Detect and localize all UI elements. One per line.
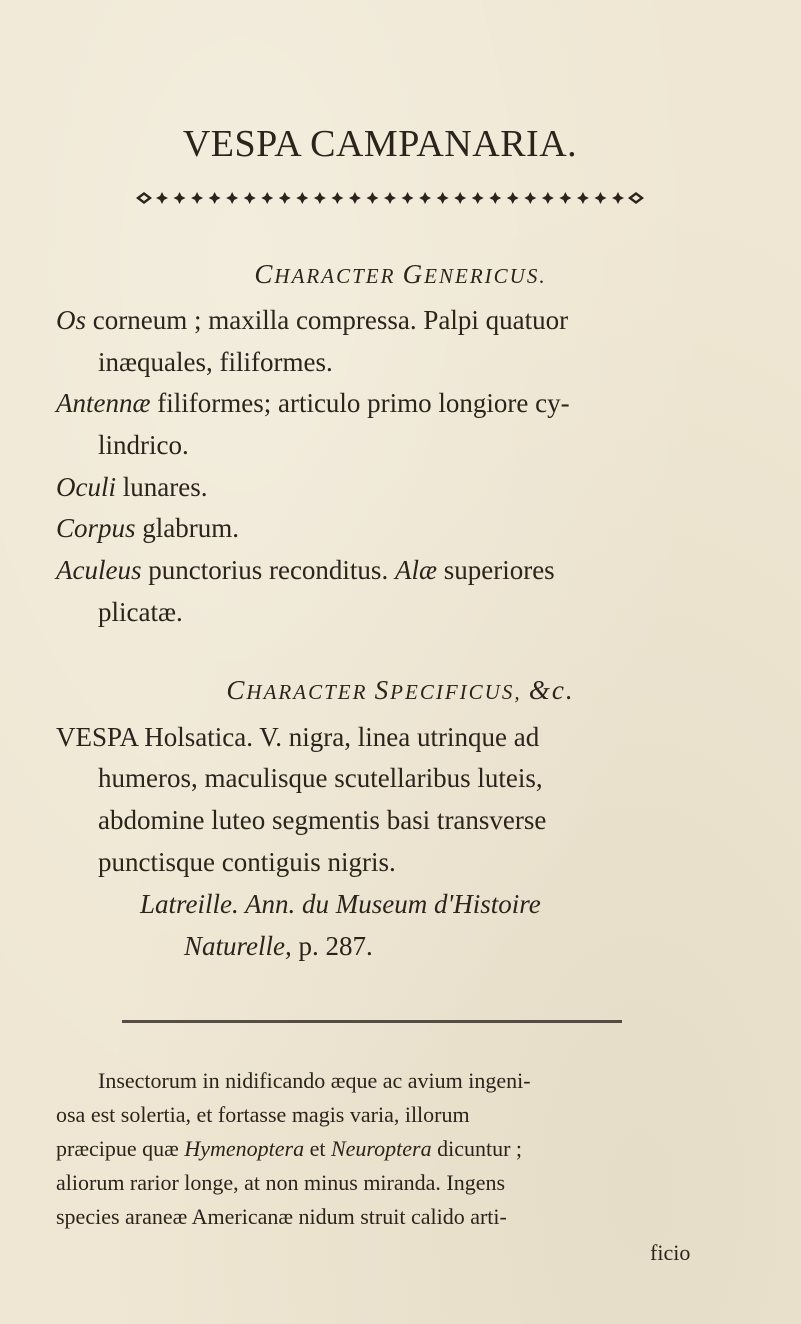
text-alae: superiores — [436, 555, 555, 585]
ornament-fleuron — [244, 192, 256, 204]
ornament-fleuron — [191, 192, 203, 204]
specific-heading-word2: PECIFICUS, — [390, 680, 529, 704]
ornament-fleuron — [209, 192, 221, 204]
ornament-fleuron — [437, 192, 449, 204]
generic-line-3 — [56, 387, 570, 419]
page-title: VESPA CAMPANARIA. — [182, 123, 578, 165]
text-oculi: lunares. — [116, 472, 208, 502]
ornament-diamond — [136, 192, 152, 204]
ornament-fleuron — [296, 192, 308, 204]
text-os: corneum ; maxilla compressa. Palpi quatuor — [86, 305, 569, 335]
ornament-fleuron — [314, 192, 326, 204]
ornament-fleuron — [472, 192, 484, 204]
generic-line-4 — [98, 429, 189, 461]
text-lindrico: lindrico. — [98, 430, 189, 460]
ornament-fleuron — [366, 192, 378, 204]
generic-line-1 — [56, 304, 568, 336]
ornament-fleuron — [402, 192, 414, 204]
body-neuroptera: Neuroptera — [330, 1136, 432, 1161]
ornament-fleuron — [349, 192, 361, 204]
body-l3-c: et — [304, 1136, 331, 1161]
body-line-2: osa est solertia, et fortasse magis varia, illorum — [56, 1102, 470, 1127]
ornament-fleuron — [174, 192, 186, 204]
term-alae: Alæ — [394, 555, 437, 585]
body-line-5: species araneæ Americanæ nidum struit calido arti- — [56, 1204, 507, 1229]
generic-heading — [0, 258, 801, 292]
specific-heading-c1: C — [226, 675, 247, 705]
ornament-fleuron — [507, 192, 519, 204]
term-oculi: Oculi — [56, 472, 116, 502]
specific-line-3: abdomine luteo segmentis basi transverse — [98, 805, 547, 835]
term-corpus: Corpus — [56, 513, 136, 543]
reference-line-1: Latreille. Ann. du Museum d'Histoire — [140, 889, 541, 919]
generic-heading-word1: HARACTER — [274, 264, 403, 288]
body-line-6: ficio — [650, 1240, 691, 1265]
specific-line-1: VESPA Holsatica. V. nigra, linea utrinque ad — [56, 722, 540, 752]
ornament-fleuron — [524, 192, 536, 204]
ornament-fleuron — [156, 192, 168, 204]
text-antennae: filiformes; articulo primo longiore cy- — [150, 388, 570, 418]
section-rule — [122, 1020, 622, 1023]
body-hymenoptera: Hymenoptera — [184, 1136, 305, 1161]
specific-line-2: humeros, maculisque scutellaribus luteis, — [98, 763, 543, 793]
ornament-fleuron — [331, 192, 343, 204]
generic-line-6 — [56, 512, 239, 544]
generic-line-5 — [56, 471, 207, 503]
generic-line-2 — [98, 346, 333, 378]
ornament-fleuron — [594, 192, 606, 204]
specific-heading-word1: HARACTER — [246, 680, 375, 704]
text-corpus: glabrum. — [135, 513, 240, 543]
ornament-fleuron — [612, 192, 624, 204]
term-antennae: Antennæ — [56, 388, 151, 418]
ornament-fleuron — [559, 192, 571, 204]
specific-heading-s: S — [374, 675, 391, 705]
ornament-fleuron — [226, 192, 238, 204]
reference-naturelle: Naturelle, — [184, 931, 292, 961]
ornament-divider — [130, 190, 650, 206]
ornament-diamond — [628, 192, 644, 204]
generic-line-8 — [98, 596, 183, 628]
generic-line-7 — [56, 554, 555, 586]
specific-heading-etc: &c. — [528, 675, 575, 705]
text-inaequales: inæquales, filiformes. — [98, 347, 333, 377]
ornament-fleuron — [419, 192, 431, 204]
reference-line-2 — [184, 930, 373, 962]
ornament-fleuron — [384, 192, 396, 204]
body-line-1: Insectorum in nidificando æque ac avium ingeni- — [98, 1068, 531, 1093]
text-aculeus: punctorius reconditus. — [141, 555, 395, 585]
ornament-fleuron — [489, 192, 501, 204]
generic-heading-word2: ENERICUS. — [424, 264, 547, 288]
generic-heading-c1: C — [254, 259, 275, 289]
ornament-fleuron — [454, 192, 466, 204]
reference-page: p. 287. — [291, 931, 373, 961]
text-plicatae: plicatæ. — [98, 597, 183, 627]
body-line-4: aliorum rarior longe, at non minus miranda. Ingens — [56, 1170, 506, 1195]
body-l3-a: præcipue quæ — [56, 1136, 185, 1161]
term-aculeus: Aculeus — [56, 555, 142, 585]
ornament-fleuron — [261, 192, 273, 204]
generic-heading-c2: G — [402, 259, 425, 289]
term-os: Os — [56, 305, 87, 335]
body-line-3 — [56, 1134, 522, 1164]
specific-heading — [0, 674, 801, 708]
body-l3-e: dicuntur ; — [431, 1136, 523, 1161]
specific-line-4: punctisque contiguis nigris. — [98, 847, 396, 877]
ornament-fleuron — [577, 192, 589, 204]
ornament-fleuron — [542, 192, 554, 204]
ornament-fleuron — [279, 192, 291, 204]
